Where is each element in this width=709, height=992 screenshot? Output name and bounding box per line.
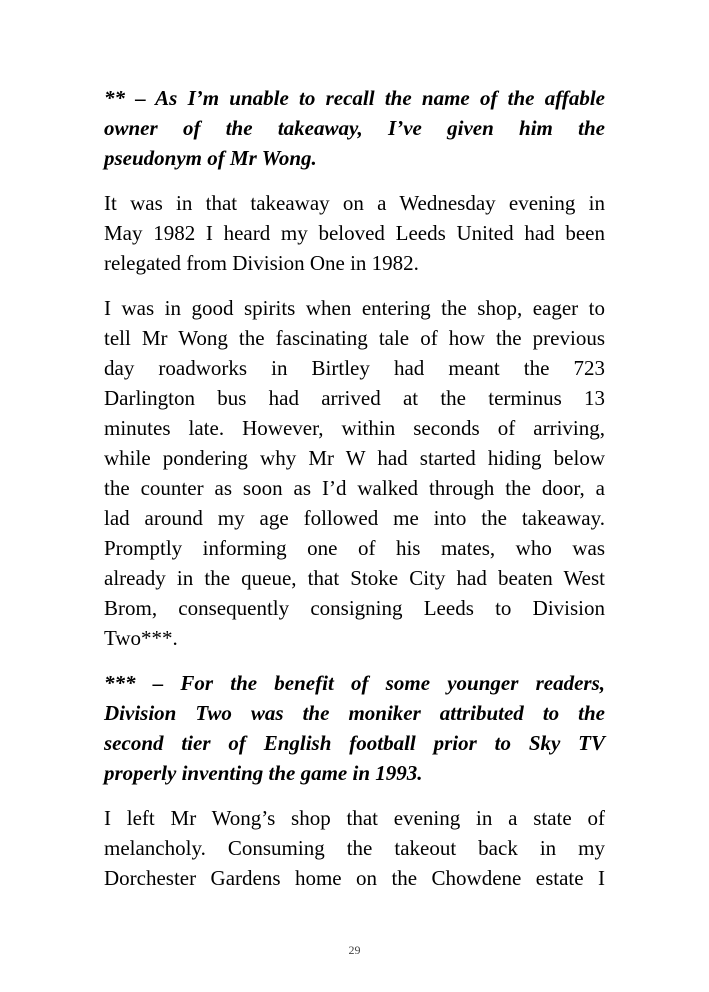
text-line: Two***. bbox=[104, 626, 178, 650]
text-line: melancholy. Consuming the takeout back in my bbox=[104, 836, 605, 860]
body-paragraph bbox=[104, 293, 605, 653]
text-line: Dorchester Gardens home on the Chowdene estate I bbox=[104, 866, 605, 890]
text-line: while pondering why Mr W had started hiding below bbox=[104, 446, 605, 470]
text-line: day roadworks in Birtley had meant the 723 bbox=[104, 356, 605, 380]
text-line: already in the queue, that Stoke City had beaten West bbox=[104, 566, 605, 590]
footnote-paragraph bbox=[104, 668, 605, 788]
text-line: pseudonym of Mr Wong. bbox=[104, 146, 317, 170]
text-line: the counter as soon as I’d walked through the door, a bbox=[104, 476, 605, 500]
page-body bbox=[104, 83, 605, 908]
text-line: May 1982 I heard my beloved Leeds United had been bbox=[104, 221, 605, 245]
text-line: properly inventing the game in 1993. bbox=[104, 761, 423, 785]
text-line: second tier of English football prior to Sky TV bbox=[104, 731, 605, 755]
text-line: ** – As I’m unable to recall the name of the affable bbox=[104, 86, 605, 110]
text-line: Darlington bus had arrived at the terminus 13 bbox=[104, 386, 605, 410]
body-paragraph bbox=[104, 188, 605, 278]
text-line: relegated from Division One in 1982. bbox=[104, 251, 419, 275]
text-line: Promptly informing one of his mates, who was bbox=[104, 536, 605, 560]
text-line: minutes late. However, within seconds of arriving, bbox=[104, 416, 605, 440]
text-line: I was in good spirits when entering the shop, eager to bbox=[104, 296, 605, 320]
footnote-paragraph bbox=[104, 83, 605, 173]
body-paragraph bbox=[104, 803, 605, 893]
text-line: lad around my age followed me into the takeaway. bbox=[104, 506, 605, 530]
text-line: Division Two was the moniker attributed to the bbox=[104, 701, 605, 725]
text-line: Brom, consequently consigning Leeds to Division bbox=[104, 596, 605, 620]
text-line: owner of the takeaway, I’ve given him the bbox=[104, 116, 605, 140]
text-line: *** – For the benefit of some younger readers, bbox=[104, 671, 605, 695]
text-line: I left Mr Wong’s shop that evening in a state of bbox=[104, 806, 605, 830]
text-line: tell Mr Wong the fascinating tale of how the previous bbox=[104, 326, 605, 350]
text-line: It was in that takeaway on a Wednesday evening in bbox=[104, 191, 605, 215]
page-number: 29 bbox=[348, 943, 361, 957]
